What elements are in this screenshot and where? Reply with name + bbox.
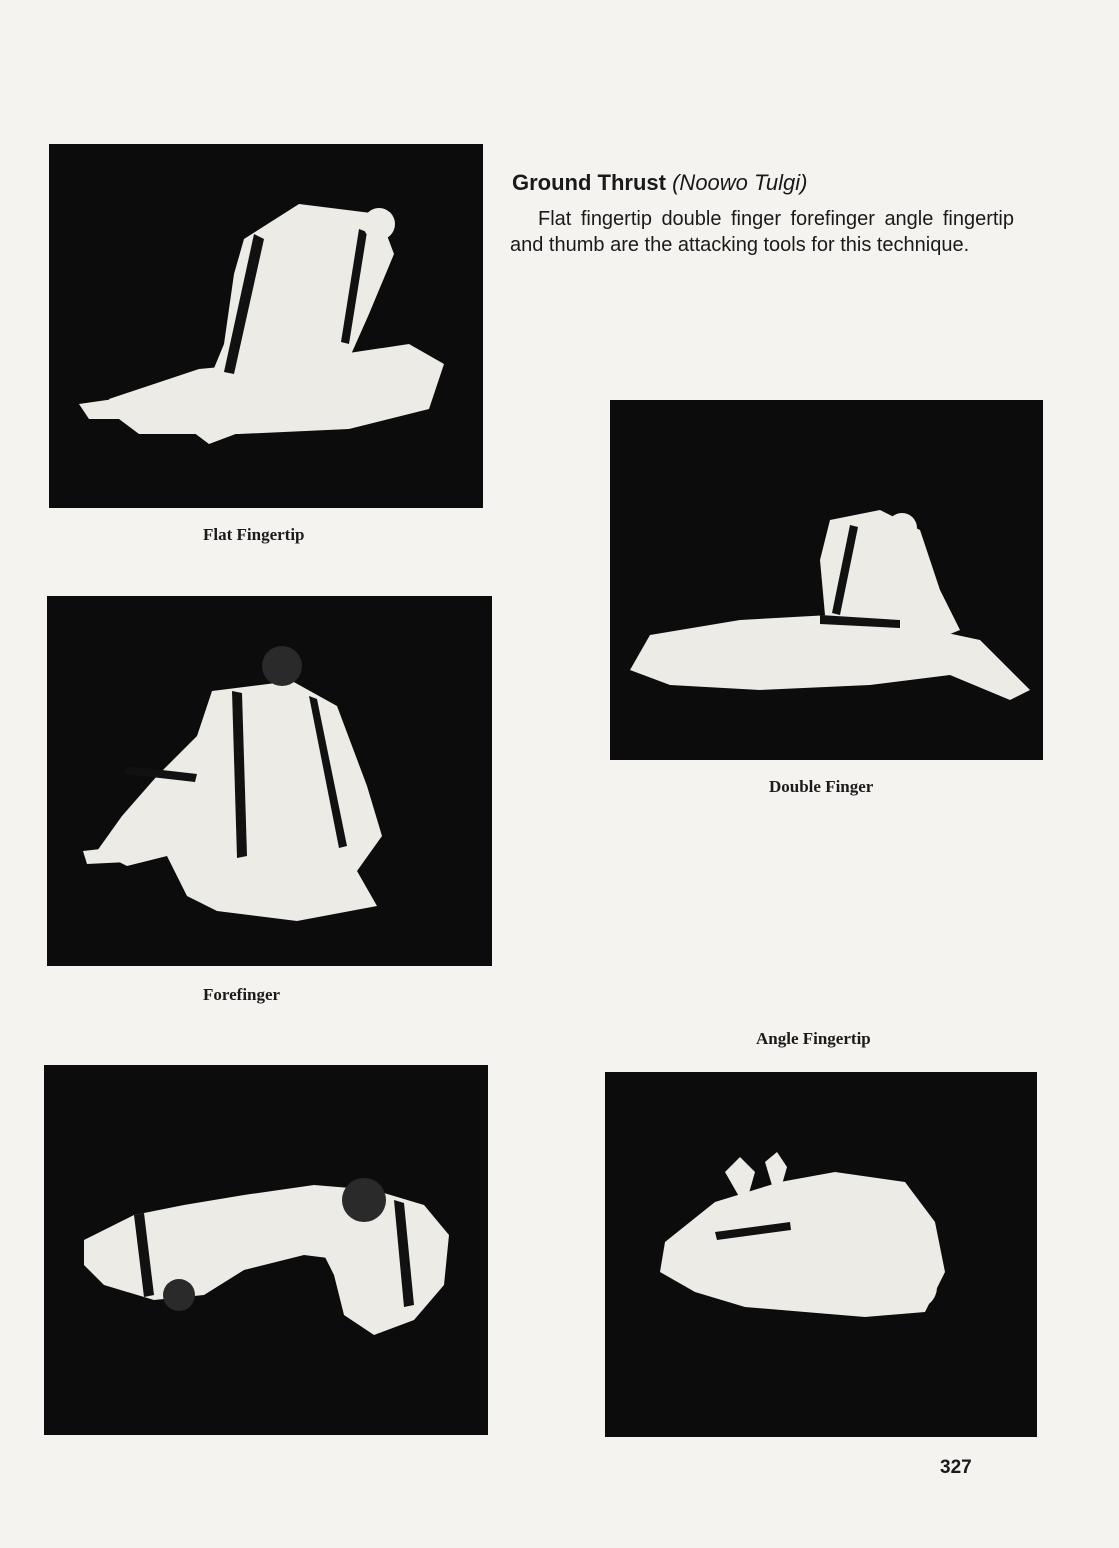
photo-flat-fingertip-image bbox=[49, 144, 483, 508]
photo-double-finger-image bbox=[610, 400, 1043, 760]
photo-double-finger bbox=[610, 400, 1043, 760]
section-heading bbox=[512, 170, 807, 196]
photo-angle-fingertip bbox=[605, 1072, 1037, 1437]
photo-thumb-technique-image bbox=[44, 1065, 488, 1435]
photo-forefinger bbox=[47, 596, 492, 966]
photo-thumb-technique bbox=[44, 1065, 488, 1435]
photo-forefinger-image bbox=[47, 596, 492, 966]
page-number: 327 bbox=[940, 1457, 972, 1478]
section-body-text: Flat fingertip double finger forefinger angle fingertip and thumb are the attacking tools for this technique. bbox=[510, 208, 1014, 256]
photo-flat-fingertip bbox=[49, 144, 483, 508]
photo-angle-fingertip-image bbox=[605, 1072, 1037, 1437]
caption-angle-fingertip: Angle Fingertip bbox=[756, 1029, 871, 1048]
section-title: Ground Thrust bbox=[512, 170, 666, 195]
caption-double-finger: Double Finger bbox=[769, 777, 874, 796]
caption-flat-fingertip: Flat Fingertip bbox=[203, 525, 305, 544]
caption-forefinger: Forefinger bbox=[203, 985, 281, 1004]
section-title-translation: (Noowo Tulgi) bbox=[672, 170, 808, 195]
